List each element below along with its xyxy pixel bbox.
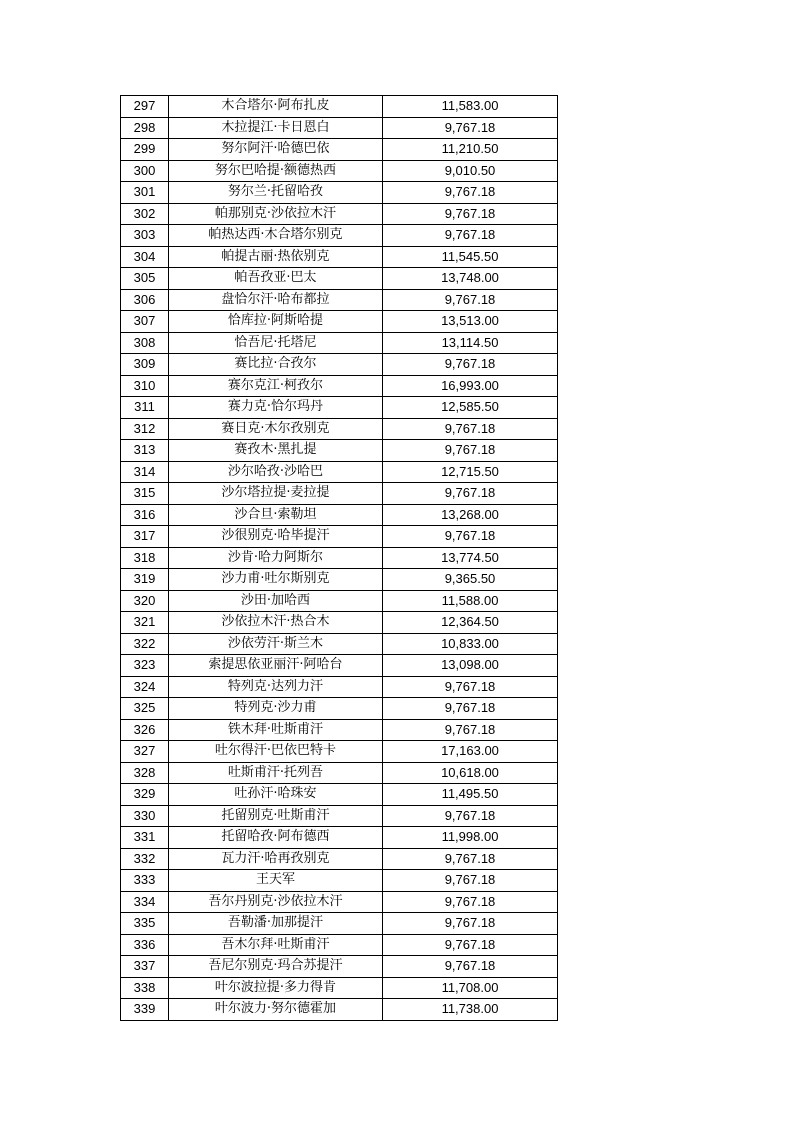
amount-value: 9,767.18 (383, 418, 558, 440)
amount-value: 17,163.00 (383, 741, 558, 763)
amount-value: 11,998.00 (383, 827, 558, 849)
amount-value: 9,767.18 (383, 117, 558, 139)
table-row (121, 504, 558, 526)
person-name: 叶尔波力·努尔德霍加 (169, 999, 383, 1021)
person-name: 木合塔尔·阿布扎皮 (169, 96, 383, 118)
row-number: 298 (121, 117, 169, 139)
row-number: 332 (121, 848, 169, 870)
person-name: 王天军 (169, 870, 383, 892)
row-number: 307 (121, 311, 169, 333)
amount-value: 9,767.18 (383, 483, 558, 505)
person-name: 沙依劳汗·斯兰木 (169, 633, 383, 655)
person-name: 沙合旦·索勒坦 (169, 504, 383, 526)
table-row (121, 719, 558, 741)
table-row (121, 698, 558, 720)
amount-value: 9,767.18 (383, 805, 558, 827)
table-row (121, 655, 558, 677)
person-name: 沙肯·哈力阿斯尔 (169, 547, 383, 569)
amount-value: 9,767.18 (383, 719, 558, 741)
person-name: 吐孙汗·哈珠安 (169, 784, 383, 806)
table-row (121, 203, 558, 225)
table-row (121, 96, 558, 118)
amount-value: 9,767.18 (383, 913, 558, 935)
person-name: 赛尔克江·柯孜尔 (169, 375, 383, 397)
person-name: 努尔阿汗·哈德巴依 (169, 139, 383, 161)
table-row (121, 741, 558, 763)
table-row (121, 633, 558, 655)
table-row (121, 418, 558, 440)
row-number: 330 (121, 805, 169, 827)
person-name: 吾木尔拜·吐斯甫汗 (169, 934, 383, 956)
amount-value: 9,767.18 (383, 203, 558, 225)
row-number: 335 (121, 913, 169, 935)
person-name: 瓦力汗·哈再孜别克 (169, 848, 383, 870)
table-row (121, 977, 558, 999)
row-number: 305 (121, 268, 169, 290)
row-number: 338 (121, 977, 169, 999)
amount-value: 9,767.18 (383, 440, 558, 462)
amount-value: 13,748.00 (383, 268, 558, 290)
table-row (121, 139, 558, 161)
table-row (121, 956, 558, 978)
person-name: 托留别克·吐斯甫汗 (169, 805, 383, 827)
amount-value: 9,767.18 (383, 289, 558, 311)
row-number: 311 (121, 397, 169, 419)
person-name: 帕那别克·沙依拉木汗 (169, 203, 383, 225)
person-name: 叶尔波拉提·多力得肯 (169, 977, 383, 999)
amount-value: 9,767.18 (383, 848, 558, 870)
row-number: 337 (121, 956, 169, 978)
table-row (121, 461, 558, 483)
person-name: 特列克·沙力甫 (169, 698, 383, 720)
table-row (121, 397, 558, 419)
amount-value: 9,767.18 (383, 870, 558, 892)
amount-value: 11,545.50 (383, 246, 558, 268)
amount-value: 11,583.00 (383, 96, 558, 118)
person-name: 赛比拉·合孜尔 (169, 354, 383, 376)
row-number: 306 (121, 289, 169, 311)
row-number: 312 (121, 418, 169, 440)
amount-value: 13,098.00 (383, 655, 558, 677)
row-number: 324 (121, 676, 169, 698)
row-number: 334 (121, 891, 169, 913)
person-name: 吾尔丹别克·沙依拉木汗 (169, 891, 383, 913)
row-number: 304 (121, 246, 169, 268)
person-name: 帕热达西·木合塔尔别克 (169, 225, 383, 247)
person-name: 沙很别克·哈毕提汗 (169, 526, 383, 548)
amount-value: 16,993.00 (383, 375, 558, 397)
row-number: 323 (121, 655, 169, 677)
row-number: 321 (121, 612, 169, 634)
table-row (121, 375, 558, 397)
table-row (121, 225, 558, 247)
amount-value: 9,767.18 (383, 354, 558, 376)
table-row (121, 354, 558, 376)
amount-value: 9,767.18 (383, 182, 558, 204)
table-body (121, 96, 558, 1021)
amount-value: 12,715.50 (383, 461, 558, 483)
amount-value: 13,114.50 (383, 332, 558, 354)
table-row (121, 913, 558, 935)
row-number: 308 (121, 332, 169, 354)
amount-value: 11,738.00 (383, 999, 558, 1021)
row-number: 320 (121, 590, 169, 612)
amount-value: 11,495.50 (383, 784, 558, 806)
table-row (121, 848, 558, 870)
person-name: 沙尔哈孜·沙哈巴 (169, 461, 383, 483)
amount-value: 11,588.00 (383, 590, 558, 612)
table-row (121, 999, 558, 1021)
row-number: 327 (121, 741, 169, 763)
table-row (121, 590, 558, 612)
table-row (121, 784, 558, 806)
amount-value: 9,767.18 (383, 698, 558, 720)
person-name: 吾尼尔别克·玛合苏提汗 (169, 956, 383, 978)
amount-value: 12,585.50 (383, 397, 558, 419)
row-number: 302 (121, 203, 169, 225)
amount-value: 9,767.18 (383, 526, 558, 548)
table-row (121, 891, 558, 913)
table-row (121, 547, 558, 569)
table-row (121, 805, 558, 827)
table-row (121, 289, 558, 311)
amount-value: 9,767.18 (383, 891, 558, 913)
amount-value: 9,010.50 (383, 160, 558, 182)
table-row (121, 160, 558, 182)
table-row (121, 332, 558, 354)
person-name: 恰吾尼·托塔尼 (169, 332, 383, 354)
table-row (121, 117, 558, 139)
table-row (121, 934, 558, 956)
row-number: 336 (121, 934, 169, 956)
person-name: 努尔巴哈提·额德热西 (169, 160, 383, 182)
amount-value: 12,364.50 (383, 612, 558, 634)
amount-value: 9,365.50 (383, 569, 558, 591)
amount-value: 9,767.18 (383, 225, 558, 247)
row-number: 303 (121, 225, 169, 247)
row-number: 316 (121, 504, 169, 526)
row-number: 331 (121, 827, 169, 849)
amount-value: 9,767.18 (383, 956, 558, 978)
person-name: 盘恰尔汗·哈布都拉 (169, 289, 383, 311)
amount-value: 9,767.18 (383, 934, 558, 956)
amount-value: 11,708.00 (383, 977, 558, 999)
person-name: 帕吾孜亚·巴太 (169, 268, 383, 290)
row-number: 325 (121, 698, 169, 720)
person-name: 沙依拉木汗·热合木 (169, 612, 383, 634)
row-number: 313 (121, 440, 169, 462)
person-name: 铁木拜·吐斯甫汗 (169, 719, 383, 741)
row-number: 299 (121, 139, 169, 161)
table-row (121, 612, 558, 634)
amount-value: 10,833.00 (383, 633, 558, 655)
person-name: 吐尔得汗·巴依巴特卡 (169, 741, 383, 763)
table-row (121, 762, 558, 784)
person-name: 吐斯甫汗·托列吾 (169, 762, 383, 784)
row-number: 310 (121, 375, 169, 397)
person-name: 吾勒潘·加那提汗 (169, 913, 383, 935)
person-name: 赛力克·恰尔玛丹 (169, 397, 383, 419)
row-number: 297 (121, 96, 169, 118)
table-row (121, 440, 558, 462)
person-name: 沙尔塔拉提·麦拉提 (169, 483, 383, 505)
row-number: 329 (121, 784, 169, 806)
table-row (121, 870, 558, 892)
row-number: 309 (121, 354, 169, 376)
row-number: 315 (121, 483, 169, 505)
table-row (121, 268, 558, 290)
person-name: 赛孜木·黑扎提 (169, 440, 383, 462)
person-name: 特列克·达列力汗 (169, 676, 383, 698)
amount-value: 10,618.00 (383, 762, 558, 784)
person-name: 帕提古丽·热依别克 (169, 246, 383, 268)
person-name: 努尔兰·托留哈孜 (169, 182, 383, 204)
table-row (121, 246, 558, 268)
table-row (121, 483, 558, 505)
row-number: 301 (121, 182, 169, 204)
table-row (121, 311, 558, 333)
payment-table (120, 95, 558, 1021)
row-number: 339 (121, 999, 169, 1021)
row-number: 322 (121, 633, 169, 655)
person-name: 恰库拉·阿斯哈提 (169, 311, 383, 333)
table-row (121, 827, 558, 849)
person-name: 赛日克·木尔孜别克 (169, 418, 383, 440)
amount-value: 9,767.18 (383, 676, 558, 698)
table-row (121, 182, 558, 204)
row-number: 318 (121, 547, 169, 569)
person-name: 托留哈孜·阿布德西 (169, 827, 383, 849)
table-row (121, 676, 558, 698)
table-row (121, 569, 558, 591)
person-name: 沙力甫·吐尔斯别克 (169, 569, 383, 591)
row-number: 319 (121, 569, 169, 591)
amount-value: 11,210.50 (383, 139, 558, 161)
amount-value: 13,513.00 (383, 311, 558, 333)
row-number: 314 (121, 461, 169, 483)
row-number: 300 (121, 160, 169, 182)
person-name: 索提思依亚丽汗·阿哈台 (169, 655, 383, 677)
person-name: 沙田·加哈西 (169, 590, 383, 612)
amount-value: 13,268.00 (383, 504, 558, 526)
amount-value: 13,774.50 (383, 547, 558, 569)
row-number: 328 (121, 762, 169, 784)
table-row (121, 526, 558, 548)
row-number: 333 (121, 870, 169, 892)
row-number: 317 (121, 526, 169, 548)
row-number: 326 (121, 719, 169, 741)
person-name: 木拉提江·卡日恩白 (169, 117, 383, 139)
